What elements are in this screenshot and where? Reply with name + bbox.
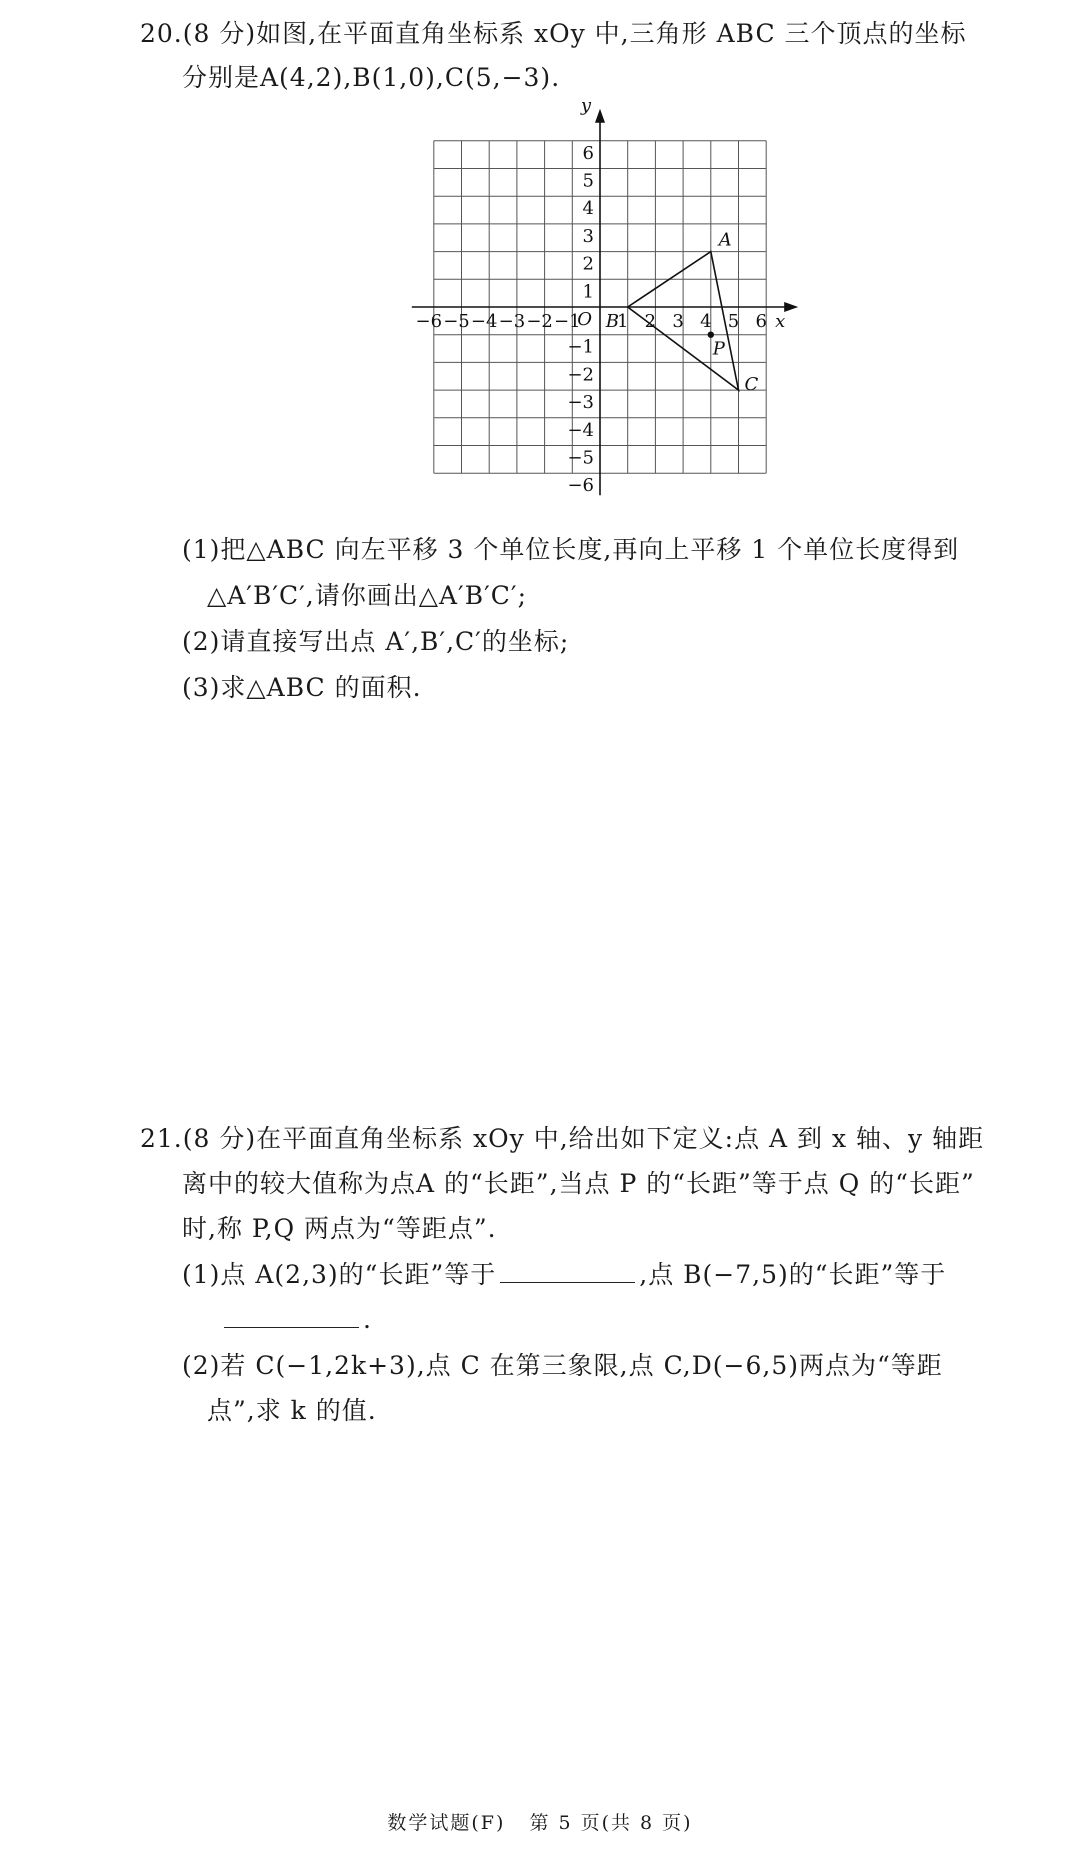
q20-stem-line1: 20.(8 分)如图,在平面直角坐标系 xOy 中,三角形 ABC 三个顶点的坐标: [140, 19, 967, 48]
y-axis-label: y: [580, 94, 592, 116]
q21-stem-line1: 21.(8 分)在平面直角坐标系 xOy 中,给出如下定义:点 A 到 x 轴、y 轴距: [140, 1124, 985, 1153]
y-tick-label: −6: [567, 475, 594, 497]
footer-subject: 数学试题(F): [387, 1812, 506, 1834]
q20-stem-line2: 分别是A(4,2),B(1,0),C(5,−3).: [182, 63, 561, 92]
q21-sub2-line2: 点”,求 k 的值.: [207, 1396, 377, 1425]
q21-stem-line3: 时,称 P,Q 两点为“等距点”.: [182, 1214, 497, 1243]
q20-sub1-line2: △A′B′C′,请你画出△A′B′C′;: [207, 581, 527, 610]
y-tick-label: −5: [567, 447, 594, 469]
x-tick-label: 3: [672, 311, 684, 332]
axes: [412, 109, 798, 495]
point-label-c: C: [744, 374, 759, 396]
q21-sub2-line1: (2)若 C(−1,2k+3),点 C 在第三象限,点 C,D(−6,5)两点为“等距: [182, 1351, 943, 1380]
y-tick-label: −4: [567, 419, 594, 441]
y-tick-label: −3: [567, 392, 594, 414]
point-label-b: B: [605, 311, 619, 332]
x-tick-label: 4: [700, 311, 712, 332]
y-axis-arrow: [595, 109, 605, 123]
y-tick-label: 4: [582, 198, 594, 220]
point-p-dot: [708, 332, 714, 338]
q20-sub1-line1: (1)把△ABC 向左平移 3 个单位长度,再向上平移 1 个单位长度得到: [182, 535, 960, 564]
q21-sub1-end: .: [363, 1305, 372, 1334]
x-tick-label: −1: [554, 311, 581, 332]
x-tick-label: 6: [755, 311, 767, 332]
y-tick-label: 6: [582, 142, 594, 164]
y-tick-label: 2: [582, 253, 594, 275]
answer-blank-2[interactable]: [224, 1303, 359, 1328]
coordinate-grid: [410, 94, 830, 522]
y-tick-label: −2: [567, 364, 594, 386]
answer-blank-1[interactable]: [500, 1258, 635, 1283]
x-tick-label: −5: [443, 311, 470, 332]
y-tick-label: 5: [582, 170, 594, 192]
x-tick-label: −6: [415, 311, 443, 332]
y-tick-label: 3: [582, 225, 594, 247]
x-axis-arrow: [784, 302, 798, 312]
y-tick-label: −1: [567, 336, 594, 358]
q21-stem-line2: 离中的较大值称为点A 的“长距”,当点 P 的“长距”等于点 Q 的“长距”: [182, 1169, 975, 1198]
x-axis-label: x: [775, 311, 786, 332]
q21-sub1-line1: [182, 1257, 946, 1293]
footer-page-number: 第 5 页(共 8 页): [529, 1812, 693, 1834]
x-tick-label: −2: [526, 311, 553, 332]
x-tick-label: −4: [470, 311, 498, 332]
x-tick-label: 2: [644, 311, 657, 332]
y-tick-label: 1: [582, 281, 594, 303]
q21-sub1-text-b: ,点 B(−7,5)的“长距”等于: [639, 1260, 947, 1289]
q20-sub2: (2)请直接写出点 A′,B′,C′的坐标;: [182, 627, 570, 656]
point-label-p: P: [712, 338, 725, 360]
point-label-a: A: [718, 229, 732, 251]
origin-label: O: [577, 309, 592, 330]
x-tick-label: 5: [727, 311, 740, 332]
q20-sub3: (3)求△ABC 的面积.: [182, 673, 422, 702]
x-tick-label: −3: [498, 311, 526, 332]
x-tick-label: 1: [616, 311, 629, 332]
page-footer: [0, 1808, 1080, 1835]
q21-sub1-text-a: (1)点 A(2,3)的“长距”等于: [182, 1260, 497, 1289]
q21-sub1-line2: [220, 1302, 372, 1338]
